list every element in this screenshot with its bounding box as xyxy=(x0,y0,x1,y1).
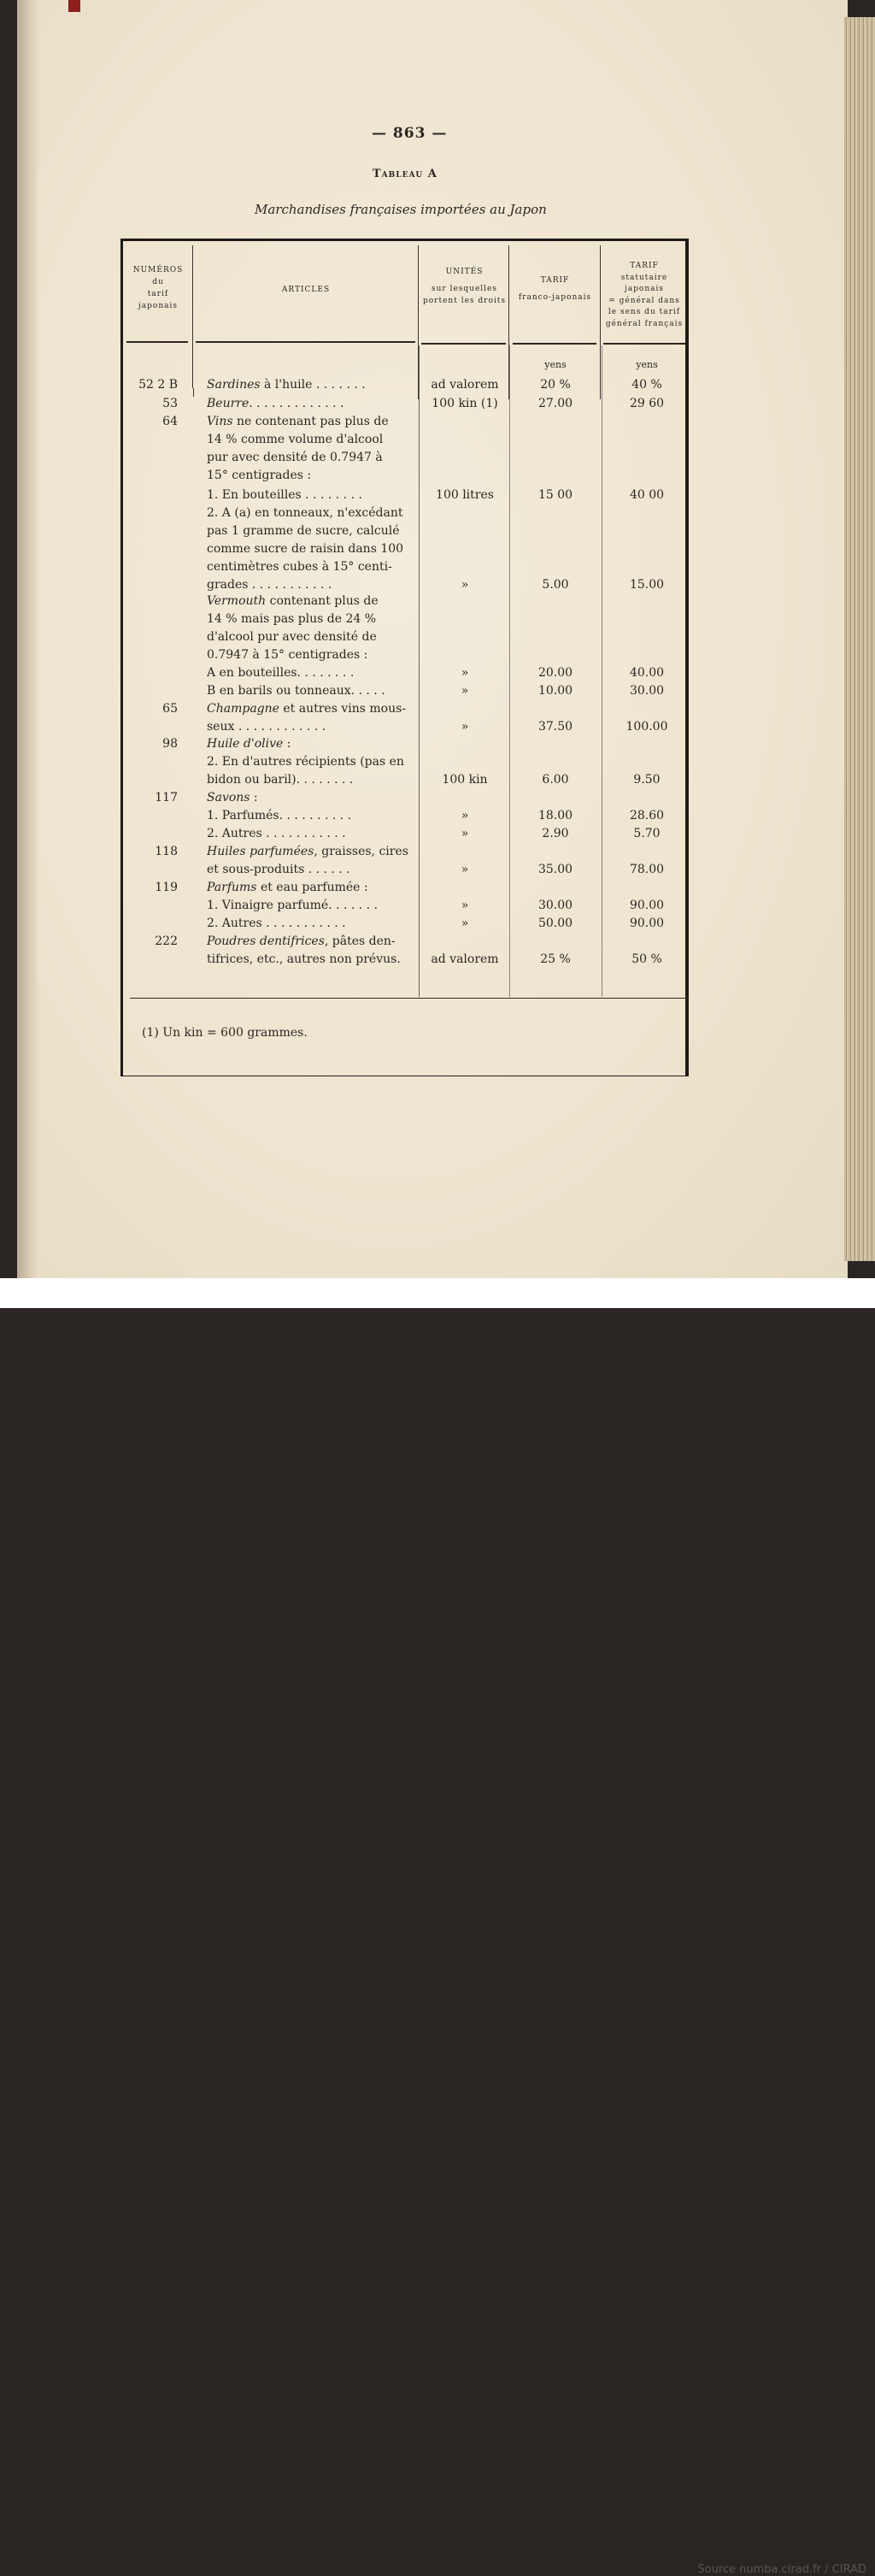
article-name: Parfums xyxy=(207,881,257,894)
tariff-number: 65 xyxy=(162,702,178,716)
tarif-franco-japonais-value: 20 % xyxy=(540,378,571,392)
tariff-number: 118 xyxy=(155,845,178,858)
tarif-franco-japonais-value: 50.00 xyxy=(537,917,573,930)
footnote: (1) Un kin = 600 grammes. xyxy=(142,1026,308,1040)
tarif-franco-japonais-value: 2.90 xyxy=(542,827,569,840)
article-text xyxy=(207,522,419,540)
article-description: pas 1 gramme de sucre, calculé xyxy=(207,524,400,538)
header-tarif-statutaire: TARIF statutaire japonais = général dans le sens du tarif général français xyxy=(605,262,684,328)
bookmark-ribbon xyxy=(68,0,80,12)
article-text xyxy=(207,700,419,718)
article-text xyxy=(207,915,419,933)
article-description: , graisses, cires xyxy=(314,845,408,858)
article-description: ne contenant pas plus de xyxy=(232,415,389,428)
article-description: A en bouteilles. . . . . . . . xyxy=(207,666,355,680)
tarif-statutaire-value: 78.00 xyxy=(629,863,665,876)
article-description: . . . . . . . . . . . . . xyxy=(249,397,344,410)
header-rule xyxy=(196,341,415,343)
header-rule xyxy=(126,341,188,343)
unit-value: 100 litres xyxy=(436,488,494,502)
header-articles: ARTICLES xyxy=(281,286,331,294)
article-description: pur avec densité de 0.7947 à xyxy=(207,451,383,464)
header-tarif-franco-japonais: TARIF franco-japonais xyxy=(518,276,592,302)
article-text xyxy=(207,646,419,664)
unit-value: » xyxy=(461,809,469,822)
table-label: Tableau A xyxy=(373,168,438,180)
tarif-franco-japonais-value: 25 % xyxy=(540,952,571,966)
article-description: et sous-produits . . . . . . xyxy=(207,863,350,876)
article-name: Huiles parfumées xyxy=(207,845,314,858)
footer-band xyxy=(0,1278,875,2576)
article-text xyxy=(207,486,419,504)
unit-value: » xyxy=(461,899,469,912)
tarif-statutaire-value: 29 60 xyxy=(629,397,665,410)
article-name: Poudres dentifrices xyxy=(207,934,325,948)
article-text xyxy=(207,789,419,807)
article-text xyxy=(207,431,419,449)
tarif-statutaire-value: 5.70 xyxy=(633,827,661,840)
article-description: : xyxy=(283,737,291,751)
page-edges xyxy=(844,17,875,1261)
tarif-statutaire-value: 30.00 xyxy=(629,684,665,698)
article-text xyxy=(207,682,419,700)
tariff-number: 64 xyxy=(162,415,178,428)
tariff-number: 119 xyxy=(155,881,178,894)
unit-value: » xyxy=(461,578,469,592)
header-rule xyxy=(603,343,685,345)
unit-value: 100 kin (1) xyxy=(432,397,498,410)
tariff-number: 222 xyxy=(155,934,178,948)
article-text xyxy=(207,592,419,610)
column-rule xyxy=(509,345,510,997)
article-description: contenant plus de xyxy=(266,594,379,608)
article-name: Savons xyxy=(207,791,250,805)
article-description: 2. A (a) en tonneaux, n'excédant xyxy=(207,506,403,520)
article-text xyxy=(207,576,419,594)
header-num: NUMÉROS du tarif japonais xyxy=(132,266,184,310)
tarif-franco-japonais-value: 30.00 xyxy=(537,899,573,912)
unit-value: » xyxy=(461,684,469,698)
article-name: Champagne xyxy=(207,702,279,716)
article-text xyxy=(207,825,419,843)
article-description: 0.7947 à 15° centigrades : xyxy=(207,648,368,662)
unit-value: 100 kin xyxy=(442,773,488,787)
tarif-statutaire-value: 28.60 xyxy=(629,809,665,822)
column-rule xyxy=(193,388,194,397)
article-description: tifrices, etc., autres non prévus. xyxy=(207,952,401,966)
unit-value: » xyxy=(461,917,469,930)
tariff-number: 117 xyxy=(155,791,178,805)
article-text xyxy=(207,610,419,628)
tarif-statutaire-value: 40.00 xyxy=(629,666,665,680)
article-description: 1. Parfumés. . . . . . . . . . xyxy=(207,809,352,822)
article-text xyxy=(207,879,419,897)
tarif-franco-japonais-value: 6.00 xyxy=(542,773,569,787)
article-name: Vermouth xyxy=(207,594,267,608)
article-description: grades . . . . . . . . . . . xyxy=(207,578,332,592)
article-text xyxy=(207,951,419,969)
article-description: B en barils ou tonneaux. . . . . xyxy=(207,684,385,698)
article-text xyxy=(207,771,419,789)
tarif-franco-japonais-value: 27.00 xyxy=(537,397,573,410)
article-text xyxy=(207,395,419,413)
tarif-franco-japonais-value: 5.00 xyxy=(542,578,569,592)
tarif-franco-japonais-value: 35.00 xyxy=(537,863,573,876)
tarif-statutaire-value: 50 % xyxy=(631,952,662,966)
article-text xyxy=(207,449,419,467)
tarif-statutaire-value: 40 % xyxy=(631,378,662,392)
tariff-number: 53 xyxy=(162,397,178,410)
tarif-statutaire-value: 9.50 xyxy=(633,773,661,787)
article-description: : xyxy=(250,791,258,805)
article-description: seux . . . . . . . . . . . . xyxy=(207,720,326,734)
unit-value: » xyxy=(461,720,469,734)
article-text xyxy=(207,735,419,753)
tarif-statutaire-value: 100.00 xyxy=(625,720,668,734)
tariff-number: 98 xyxy=(162,737,178,751)
article-description: 1. Vinaigre parfumé. . . . . . . xyxy=(207,899,378,912)
article-name: Beurre xyxy=(207,397,250,410)
column-rule xyxy=(419,345,420,997)
page-gutter xyxy=(17,0,39,1278)
article-text xyxy=(207,861,419,879)
article-text xyxy=(207,718,419,736)
table-bottom-rule xyxy=(130,998,689,999)
tariff-number: 52 2 B xyxy=(138,378,178,392)
unit-value: » xyxy=(461,863,469,876)
unit-label: yens xyxy=(544,359,567,370)
tarif-franco-japonais-value: 18.00 xyxy=(537,809,573,822)
article-description: bidon ou baril). . . . . . . . xyxy=(207,773,354,787)
page-number: — 863 — xyxy=(372,125,448,142)
article-text xyxy=(207,753,419,771)
article-description: et autres vins mous- xyxy=(279,702,407,716)
article-text xyxy=(207,504,419,522)
article-text xyxy=(207,897,419,915)
tarif-statutaire-value: 40 00 xyxy=(629,488,665,502)
header-rule xyxy=(421,343,506,345)
unit-label: yens xyxy=(636,359,658,370)
tarif-franco-japonais-value: 15 00 xyxy=(537,488,573,502)
tarif-franco-japonais-value: 20.00 xyxy=(537,666,573,680)
unit-value: ad valorem xyxy=(431,378,499,392)
source-credit: Source numba.cirad.fr / CIRAD xyxy=(697,2563,866,2576)
tarif-statutaire-value: 90.00 xyxy=(629,917,665,930)
header-unites: UNITÉS sur lesquelles portent les droits xyxy=(423,268,506,305)
article-name: Sardines xyxy=(207,378,261,392)
article-description: centimètres cubes à 15° centi- xyxy=(207,560,392,574)
article-text xyxy=(207,628,419,646)
article-name: Vins xyxy=(207,415,233,428)
article-description: 14 % comme volume d'alcool xyxy=(207,433,384,446)
article-description: 2. En d'autres récipients (pas en xyxy=(207,755,404,769)
article-description: à l'huile . . . . . . . xyxy=(260,378,366,392)
tarif-statutaire-value: 90.00 xyxy=(629,899,665,912)
article-description: 15° centigrades : xyxy=(207,469,312,482)
article-description: d'alcool pur avec densité de xyxy=(207,630,377,644)
article-text xyxy=(207,467,419,485)
column-rule xyxy=(600,245,601,399)
header-rule xyxy=(513,343,596,345)
tarif-statutaire-value: 15.00 xyxy=(629,578,665,592)
article-text xyxy=(207,807,419,825)
article-text xyxy=(207,413,419,431)
article-text xyxy=(207,558,419,576)
unit-value: » xyxy=(461,666,469,680)
column-rule xyxy=(192,245,193,388)
article-description: , pâtes den- xyxy=(324,934,396,948)
article-text xyxy=(207,933,419,951)
article-text xyxy=(207,540,419,558)
article-description: comme sucre de raisin dans 100 xyxy=(207,542,404,556)
article-text xyxy=(207,664,419,682)
article-description: 1. En bouteilles . . . . . . . . xyxy=(207,488,362,502)
tarif-franco-japonais-value: 37.50 xyxy=(537,720,573,734)
tarif-franco-japonais-value: 10.00 xyxy=(537,684,573,698)
article-description: 14 % mais pas plus de 24 % xyxy=(207,612,377,626)
unit-value: » xyxy=(461,827,469,840)
table-subtitle: Marchandises françaises importées au Japon xyxy=(255,202,547,217)
article-text xyxy=(207,843,419,861)
article-text xyxy=(207,376,419,394)
article-description: et eau parfumée : xyxy=(256,881,368,894)
unit-value: ad valorem xyxy=(431,952,499,966)
article-description: 2. Autres . . . . . . . . . . . xyxy=(207,917,346,930)
article-description: 2. Autres . . . . . . . . . . . xyxy=(207,827,346,840)
article-name: Huile d'olive xyxy=(207,737,284,751)
